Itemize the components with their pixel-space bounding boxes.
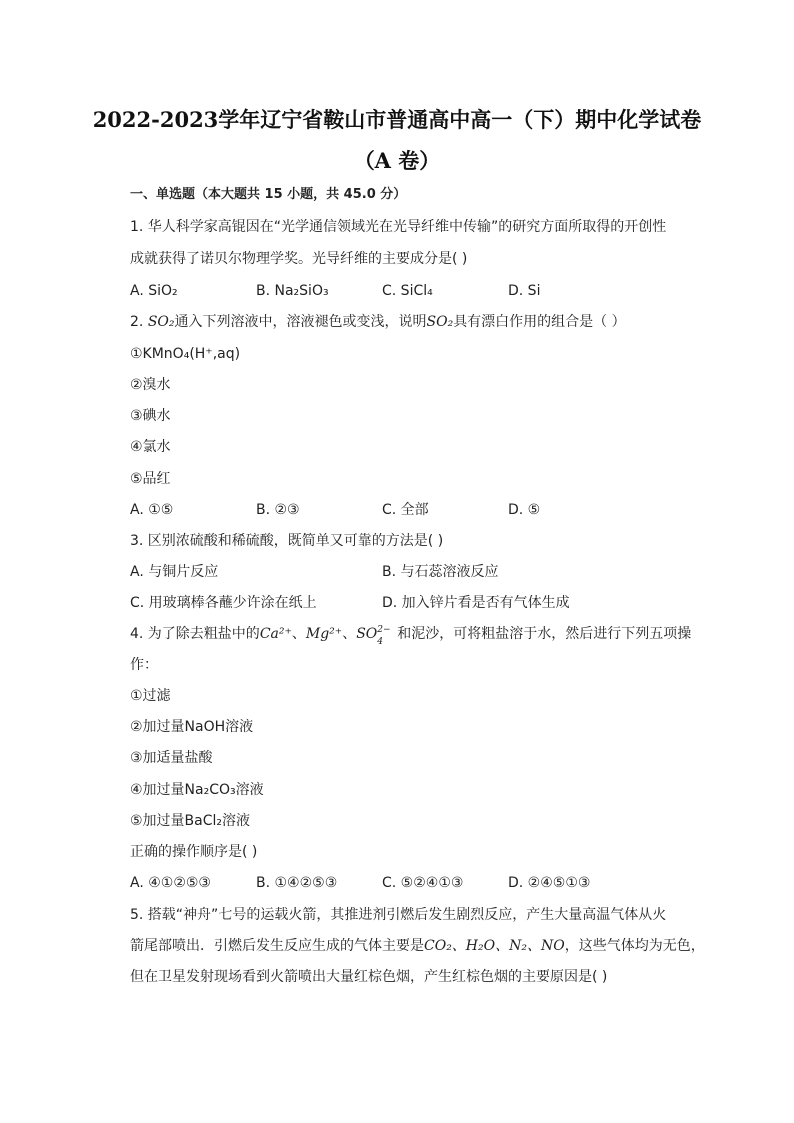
q1-option-a: A. SiO₂	[130, 283, 178, 299]
q1-stem-line1: 1. 华人科学家高锟因在“光学通信领域光在光导纤维中传输”的研究方面所取得的开创性	[130, 219, 667, 235]
q4-option-c: C. ⑤②④①③	[382, 875, 464, 891]
q3-options-row1	[130, 563, 690, 581]
q5-stem-line3: 但在卫星发射现场看到火箭喷出大量红棕色烟，产生红棕色烟的主要原因是( )	[130, 969, 608, 985]
q1-option-b: B. Na₂SiO₃	[256, 283, 329, 299]
q4-option-a: A. ④①②⑤③	[130, 875, 211, 891]
q5-stem-line2-post: ，这些气体均为无色，	[564, 938, 705, 954]
q4-item-3: ③加适量盐酸	[130, 750, 213, 766]
q1-options	[130, 282, 690, 300]
q2-stem	[130, 313, 626, 331]
q4-separator-1: 、	[291, 626, 306, 642]
q4-item-4: ④加过量Na₂CO₃溶液	[130, 782, 264, 798]
q3-option-a: A. 与铜片反应	[130, 564, 219, 580]
q5-stem-line1: 5. 搭载“神舟”七号的运载火箭，其推进剂引燃后发生剧烈反应，产生大量高温气体从火	[130, 907, 667, 923]
q2-item-2: ②溴水	[130, 377, 171, 393]
q4-separator-2: 、	[342, 626, 357, 642]
q2-stem-end: 具有漂白作用的组合是（ ）	[453, 314, 626, 330]
q3-option-c: C. 用玻璃棒各蘸少许涂在纸上	[130, 595, 317, 611]
q4-question: 正确的操作顺序是( )	[130, 844, 258, 860]
q2-formula-2: SO₂	[426, 314, 454, 330]
q2-item-1: ①KMnO₄(H⁺,aq)	[130, 346, 241, 362]
q3-option-b: B. 与石蕊溶液反应	[382, 564, 499, 580]
q3-stem: 3. 区别浓硫酸和稀硫酸，既简单又可靠的方法是( )	[130, 533, 444, 549]
q4-option-d: D. ②④⑤①③	[508, 875, 591, 891]
q2-item-4: ④氯水	[130, 439, 171, 455]
q1-option-c: C. SiCl₄	[382, 283, 433, 299]
q5-stem-line2	[130, 937, 705, 955]
q4-item-2: ②加过量NaOH溶液	[130, 719, 254, 735]
q4-item-1: ①过滤	[130, 688, 171, 704]
q4-stem-pre: 4. 为了除去粗盐中的	[130, 626, 260, 642]
q4-ion-sulfate: SO	[356, 626, 378, 642]
q1-option-d: D. Si	[508, 283, 541, 299]
q4-option-b: B. ①④②⑤③	[256, 875, 338, 891]
q2-stem-mid: 通入下列溶液中，溶液褪色或变浅，说明	[174, 314, 427, 330]
q2-number: 2.	[130, 314, 148, 330]
q5-gases: CO₂、H₂O、N₂、NO	[424, 938, 565, 954]
q5-stem-line2-pre: 箭尾部喷出．引燃后发生反应生成的气体主要是	[130, 938, 424, 954]
q4-sulfate-charge: 2− 4	[377, 625, 391, 647]
q4-stem-line1	[130, 625, 692, 647]
q4-ion-calcium: Ca²⁺	[259, 626, 292, 642]
q4-stem-line2: 作：	[130, 657, 158, 673]
q3-options-row2	[130, 594, 690, 612]
q3-option-d: D. 加入锌片看是否有气体生成	[382, 595, 570, 611]
exam-subtitle: （A 卷）	[353, 148, 441, 173]
q2-option-d: D. ⑤	[508, 502, 541, 518]
q2-item-5: ⑤品红	[130, 471, 171, 487]
q2-option-b: B. ②③	[256, 502, 300, 518]
q2-option-c: C. 全部	[382, 502, 429, 518]
exam-title: 2022-2023学年辽宁省鞍山市普通高中高一（下）期中化学试卷	[92, 107, 702, 132]
q2-option-a: A. ①⑤	[130, 502, 174, 518]
q4-item-5: ⑤加过量BaCl₂溶液	[130, 813, 251, 829]
q4-ion-magnesium: Mg²⁺	[305, 626, 343, 642]
section-heading: 一、单选题（本大题共 15 小题，共 45.0 分）	[130, 187, 407, 202]
q4-options	[130, 874, 690, 892]
q2-options	[130, 501, 690, 519]
q2-item-3: ③碘水	[130, 408, 171, 424]
q1-stem-line2: 成就获得了诺贝尔物理学奖。光导纤维的主要成分是( )	[130, 251, 468, 267]
q2-formula-1: SO₂	[147, 314, 175, 330]
q4-stem-post: 和泥沙，可将粗盐溶于水，然后进行下列五项操	[397, 626, 692, 642]
